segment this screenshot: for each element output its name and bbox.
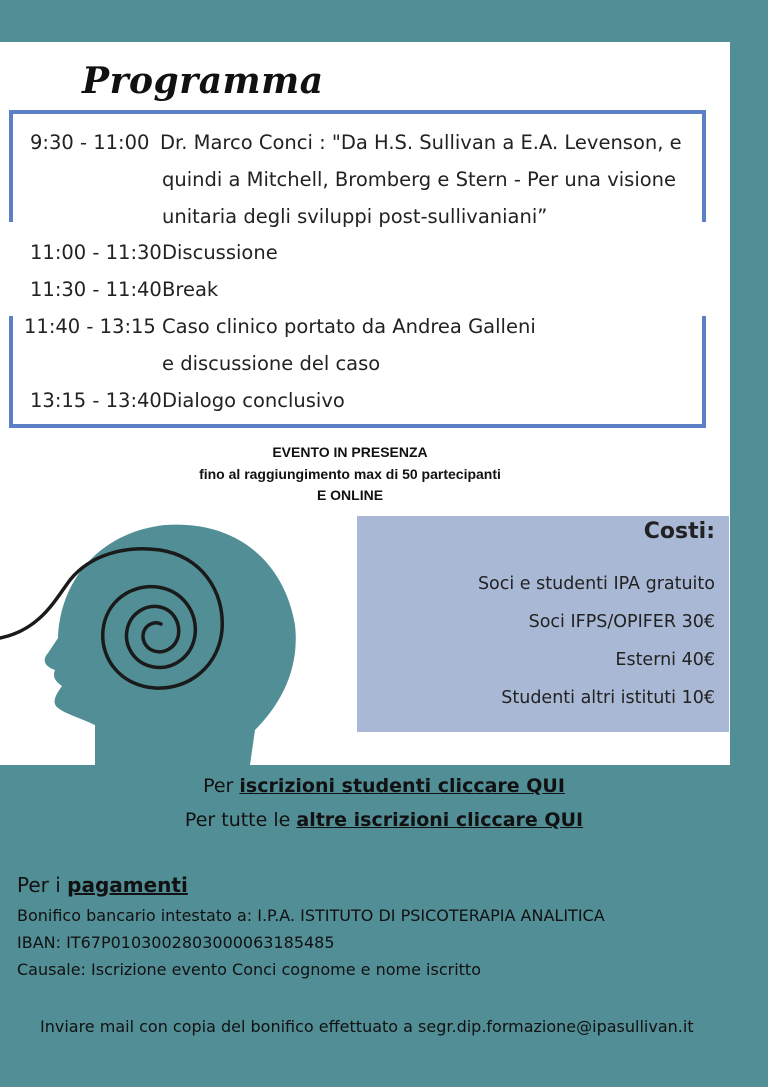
page-title: Programma [82,60,324,102]
schedule-time-2: 11:00 - 11:30 [30,241,162,264]
schedule-time-5: 13:15 - 13:40 [30,389,162,412]
schedule-time-1: 9:30 - 11:00 [30,131,150,154]
other-registration-link[interactable]: altre iscrizioni cliccare QUI [296,809,584,831]
registration-others [0,809,768,831]
payments-heading [17,873,188,897]
iban-info: IBAN: IT67P0103002803000063185485 [17,933,335,952]
schedule-text-1b: quindi a Mitchell, Bromberg e Stern - Per una visione [162,168,677,191]
payments-link[interactable]: pagamenti [67,873,188,897]
registration-students [0,775,768,797]
cost-item-1: Soci e studenti IPA gratuito [477,574,715,594]
students-registration-link[interactable]: iscrizioni studenti cliccare QUI [239,775,565,797]
payments-prefix: Per i [17,873,68,897]
frame-right-lower [702,316,706,428]
registration-others-prefix: Per tutte le [184,809,297,831]
schedule-text-5: Dialogo conclusivo [162,389,345,412]
head-spiral-icon [0,520,330,770]
event-line-2: fino al raggiungimento max di 50 partecipanti [199,466,501,482]
schedule-text-1c: unitaria degli sviluppi post-sullivaniani” [162,205,548,228]
cost-item-2: Soci IFPS/OPIFER 30€ [528,612,715,632]
cost-item-3: Esterni 40€ [615,650,715,670]
schedule-text-2: Discussione [162,241,278,264]
mail-note: Inviare mail con copia del bonifico effettuato a segr.dip.formazione@ipasullivan.it [40,1017,694,1036]
causale-info: Causale: Iscrizione evento Conci cognome e nome iscritto [17,960,481,979]
schedule-time-3: 11:30 - 11:40 [30,278,162,301]
event-line-1: EVENTO IN PRESENZA [272,444,428,460]
registration-students-prefix: Per [203,775,240,797]
costs-box [357,516,729,732]
schedule-text-4b: e discussione del caso [162,352,381,375]
frame-right-upper [702,110,706,222]
schedule-text-3: Break [162,278,219,301]
frame-left-lower [9,316,13,428]
frame-left-upper [9,110,13,222]
schedule-text-4a: Caso clinico portato da Andrea Galleni [162,315,536,338]
schedule-text-1a: Dr. Marco Conci : "Da H.S. Sullivan a E.A. Levenson, e [160,131,682,154]
frame-bottom [9,424,706,428]
schedule-time-4: 11:40 - 13:15 [24,315,156,338]
event-line-3: E ONLINE [316,487,384,503]
cost-item-4: Studenti altri istituti 10€ [501,688,715,708]
frame-top [9,110,706,114]
costs-title: Costi: [643,519,715,544]
bank-info: Bonifico bancario intestato a: I.P.A. ISTITUTO DI PSICOTERAPIA ANALITICA [17,906,605,925]
